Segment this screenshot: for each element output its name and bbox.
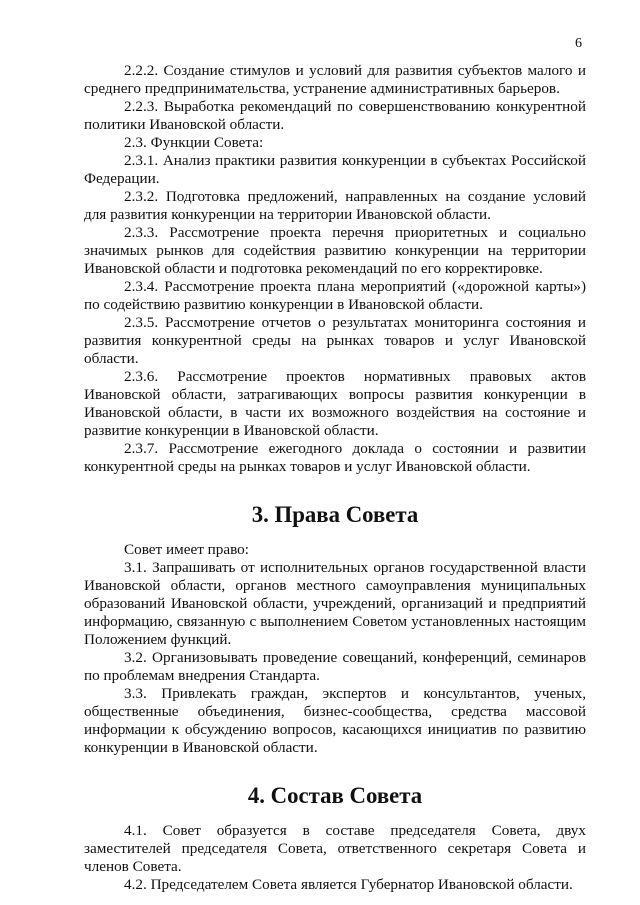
paragraph-2-3-4: 2.3.4. Рассмотрение проекта плана мероприятий («дорожной карты») по содействию развитию конкуренции в Ивановской области.	[84, 278, 586, 313]
section-heading-rights: 3. Права Совета	[251, 502, 419, 527]
paragraph-3-1: 3.1. Запрашивать от исполнительных органов государственной власти Ивановской области, органов местного самоуправления муниципальных образований Ивановской области, учреждений, организаций и предприятий информацию, связанную с выполнением Советом установленных настоящим Положением функций.	[84, 559, 586, 648]
paragraph-2-3-6: 2.3.6. Рассмотрение проектов нормативных правовых актов Ивановской области, затрагивающих вопросы развития конкуренции в Ивановской области, в части их возможного воздействия на состояние и развитие конкуренции в Ивановской области.	[84, 368, 586, 439]
paragraph-4-2: 4.2. Председателем Совета является Губернатор Ивановской области.	[124, 876, 573, 893]
paragraph-2-3: 2.3. Функции Совета:	[124, 134, 264, 151]
paragraph-2-3-2: 2.3.2. Подготовка предложений, направленных на создание условий для развития конкуренции на территории Ивановской области.	[84, 188, 586, 223]
paragraph-3-3: 3.3. Привлекать граждан, экспертов и консультантов, ученых, общественные объединения, бизнес-сообщества, средства массовой информации к обсуждению вопросов, касающихся инициатив по развитию конкуренции в Ивановской области.	[84, 685, 586, 756]
paragraph-2-2-2: 2.2.2. Создание стимулов и условий для развития субъектов малого и среднего предпринимательства, устранение административных барьеров.	[84, 62, 586, 97]
paragraph-2-3-1: 2.3.1. Анализ практики развития конкуренции в субъектах Российской Федерации.	[84, 152, 586, 187]
paragraph-2-3-3: 2.3.3. Рассмотрение проекта перечня приоритетных и социально значимых рынков для содействия развитию конкуренции на территории Ивановской области и подготовка рекомендаций по его корректировке.	[84, 224, 586, 277]
paragraph-rights-intro: Совет имеет право:	[124, 541, 249, 558]
document-body	[84, 62, 586, 894]
paragraph-2-3-7: 2.3.7. Рассмотрение ежегодного доклада о состоянии и развитии конкурентной среды на рынках товаров и услуг Ивановской области.	[84, 440, 586, 475]
section-heading-composition: 4. Состав Совета	[247, 783, 423, 808]
paragraph-3-2: 3.2. Организовывать проведение совещаний, конференций, семинаров по проблемам внедрения Стандарта.	[84, 649, 586, 684]
paragraph-2-2-3: 2.2.3. Выработка рекомендаций по совершенствованию конкурентной политики Ивановской области.	[84, 98, 586, 133]
page-number: 6	[575, 36, 582, 51]
paragraph-2-3-5: 2.3.5. Рассмотрение отчетов о результатах мониторинга состояния и развития конкурентной среды на рынках товаров и услуг Ивановской области.	[84, 314, 586, 367]
paragraph-4-1: 4.1. Совет образуется в составе председателя Совета, двух заместителей председателя Совета, ответственного секретаря Совета и членов Совета.	[84, 822, 586, 875]
